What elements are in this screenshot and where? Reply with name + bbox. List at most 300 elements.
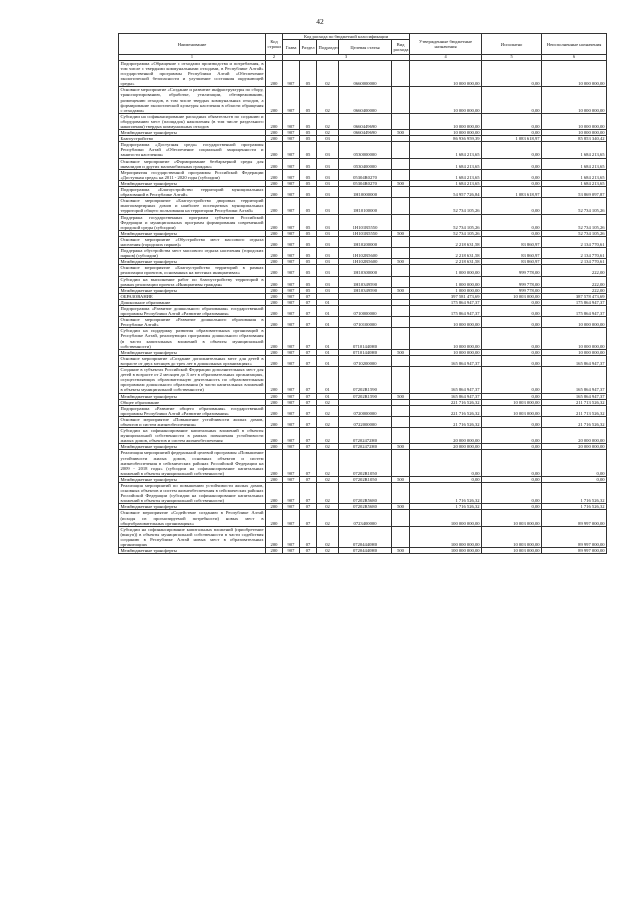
cell-utverzhdennye: 52 734 105,26: [410, 230, 482, 236]
cell-neispolnennye: 10 000 000,00: [542, 87, 607, 113]
cell-name: Подпрограмма «Благоустройство территорий муниципальных образований в Республике Алтай»: [120, 187, 264, 198]
cell-razdel: 07: [300, 367, 317, 393]
cell-glava: 907: [283, 113, 300, 129]
cell-kod-stroki: 200: [266, 265, 283, 276]
cell-name: Благоустройство: [119, 136, 266, 142]
cell-utverzhdennye: 1 684 213,65: [410, 169, 482, 180]
budget-table: [118, 33, 607, 554]
cell-tselevaya: 07204440Н0: [339, 548, 392, 554]
cell-vid: [392, 214, 410, 230]
cell-vid: [392, 236, 410, 247]
cell-utverzhdennye: 175 864 947,37: [410, 299, 482, 305]
cell-vid: 500: [392, 259, 410, 265]
cell-ispolneno: 0,00: [482, 416, 542, 427]
cell-podrazdel: 01: [317, 349, 339, 355]
cell-tselevaya: 0722000000: [339, 416, 392, 427]
cell-ispolneno: 0,00: [482, 476, 542, 482]
cell-podrazdel: 03: [317, 180, 339, 186]
cell-neispolnennye: 21 716 526,32: [542, 416, 607, 427]
cell-kod-stroki: 200: [266, 236, 283, 247]
header-name: Наименование: [119, 34, 266, 55]
cell-tselevaya: 0710200000: [339, 355, 392, 366]
cell-podrazdel: 02: [317, 548, 339, 554]
cell-vid: [392, 405, 410, 416]
cell-glava: 907: [283, 158, 300, 169]
cell-utverzhdennye: 2 218 631,58: [410, 259, 482, 265]
cell-name: Основное мероприятие «Развитие дошкольного образования в Республике Алтай»: [120, 317, 264, 328]
cell-name: Субсидии на софинансирование капитальных вложений (приобретение (выкуп)) в объекты муниципальной собственности в части содействия созданию в Республике Алтай новых мест в образовательных организациях: [120, 526, 264, 548]
cell-kod-stroki: 200: [266, 405, 283, 416]
cell-tselevaya: 07202R5680: [339, 483, 392, 504]
cell-ispolneno: 1 083 618,97: [482, 187, 542, 198]
cell-glava: 907: [283, 483, 300, 504]
cell-neispolnennye: 1 684 213,65: [542, 180, 607, 186]
cell-tselevaya: 1H10300000: [339, 265, 392, 276]
cell-razdel: 05: [300, 113, 317, 129]
cell-tselevaya: 0723400000: [339, 510, 392, 526]
cell-name: Основное мероприятие «Благоустройство дворовых территорий многоквартирных домов и наиболее посещаемых муниципальных территорий общего пользования на территории Республики Алтай»: [120, 198, 264, 214]
cell-utverzhdennye: 0,00: [410, 476, 482, 482]
cell-name: Межбюджетные трансферты: [119, 504, 266, 510]
cell-razdel: 07: [300, 548, 317, 554]
cell-neispolnennye: 53 869 097,87: [542, 187, 607, 198]
cell-vid: [392, 169, 410, 180]
cell-kod-stroki: 200: [266, 214, 283, 230]
cell-vid: [392, 306, 410, 317]
table-row: [119, 405, 607, 416]
cell-vid: [392, 355, 410, 366]
cell-utverzhdennye: 2 218 631,58: [410, 248, 482, 259]
cell-neispolnennye: 0,00: [542, 450, 607, 476]
cell-podrazdel: 03: [317, 158, 339, 169]
cell-utverzhdennye: 175 864 947,37: [410, 306, 482, 317]
table-row: [119, 317, 607, 328]
cell-razdel: 07: [300, 444, 317, 450]
cell-neispolnennye: 211 713 526,32: [542, 405, 607, 416]
cell-name: Основное мероприятие «Содействие созданию в Республике Алтай (исходя из прогнозируемой потребности) новых мест в общеобразовательных организациях»: [120, 510, 264, 526]
cell-glava: 907: [283, 214, 300, 230]
cell-ispolneno: 0,00: [482, 306, 542, 317]
cell-neispolnennye: 222,00: [542, 265, 607, 276]
cell-razdel: 07: [300, 393, 317, 399]
cell-name: Поддержка обустройства мест массового отдыха населения (городских парков) (субсидии): [120, 248, 264, 259]
cell-razdel: 07: [300, 405, 317, 416]
cell-razdel: 07: [300, 293, 317, 299]
cell-tselevaya: 0530400000: [339, 158, 392, 169]
cell-name: Основное мероприятие «Повышение устойчивости жилых домов, объектов и систем жизнеобеспечения»: [120, 416, 264, 427]
cell-name: Основное мероприятие «Формирование безбарьерной среды для инвалидов и других маломобильных граждан»: [120, 158, 264, 169]
cell-podrazdel: 03: [317, 214, 339, 230]
cell-neispolnennye: 10 000 000,00: [542, 113, 607, 129]
table-row: [119, 367, 607, 393]
cell-tselevaya: 07202R1050: [339, 476, 392, 482]
cell-vid: [392, 265, 410, 276]
cell-vid: [392, 428, 410, 444]
cell-glava: 907: [283, 276, 300, 287]
cell-razdel: 05: [300, 265, 317, 276]
cell-kod-stroki: 200: [266, 367, 283, 393]
cell-name: Создание в субъектах Российской Федерации дополнительных мест для детей в возрасте от 2 месяцев до 3 лет в образовательных организациях, осуществляющих образовательную деятельность по образовательным программам дошкольного образования (в части капитальных вложений в объекты муниципальной собственности): [120, 367, 264, 393]
cell-podrazdel: 03: [317, 248, 339, 259]
cell-razdel: 07: [300, 510, 317, 526]
cell-kod-stroki: 200: [266, 142, 283, 158]
table-row: [119, 526, 607, 547]
cell-vid: [392, 113, 410, 129]
cell-podrazdel: 03: [317, 230, 339, 236]
cell-podrazdel: 03: [317, 276, 339, 287]
cell-utverzhdennye: 221 716 526,32: [410, 405, 482, 416]
header-razdel: Раздел: [300, 40, 317, 55]
cell-vid: [392, 158, 410, 169]
cell-vid: [392, 87, 410, 113]
cell-neispolnennye: 52 734 105,26: [542, 214, 607, 230]
cell-utverzhdennye: 165 864 947,37: [410, 393, 482, 399]
table-row: [119, 328, 607, 349]
table-body: [119, 60, 607, 553]
table-header: [119, 34, 607, 61]
cell-razdel: 05: [300, 259, 317, 265]
cell-tselevaya: 1H101R5550: [339, 214, 392, 230]
cell-neispolnennye: 1 684 213,65: [542, 142, 607, 158]
cell-glava: 907: [283, 136, 300, 142]
cell-kod-stroki: 200: [266, 526, 283, 547]
cell-glava: 907: [283, 236, 300, 247]
cell-razdel: 07: [300, 349, 317, 355]
cell-utverzhdennye: 10 000 000,00: [410, 113, 482, 129]
cell-neispolnennye: 387 578 473,69: [542, 293, 607, 299]
cell-kod-stroki: 200: [266, 317, 283, 328]
col-number: 3: [283, 55, 410, 61]
cell-name: Субсидии на выполнение работ по благоустройству территорий в рамках реализации проекта «Инициативы граждан»: [120, 276, 264, 287]
cell-podrazdel: 03: [317, 287, 339, 293]
cell-utverzhdennye: 221 716 526,32: [410, 399, 482, 405]
cell-vid: 500: [392, 180, 410, 186]
cell-utverzhdennye: 10 000 000,00: [410, 60, 482, 86]
cell-glava: 907: [283, 393, 300, 399]
cell-razdel: 07: [300, 504, 317, 510]
cell-razdel: 05: [300, 214, 317, 230]
cell-ispolneno: 0,00: [482, 230, 542, 236]
cell-neispolnennye: 222,00: [542, 276, 607, 287]
cell-podrazdel: 02: [317, 476, 339, 482]
cell-ispolneno: 1 083 618,97: [482, 136, 542, 142]
cell-neispolnennye: 2 134 770,61: [542, 248, 607, 259]
cell-ispolneno: 0,00: [482, 130, 542, 136]
cell-kod-stroki: 200: [266, 180, 283, 186]
cell-razdel: 05: [300, 180, 317, 186]
cell-razdel: 05: [300, 287, 317, 293]
cell-vid: 500: [392, 548, 410, 554]
cell-neispolnennye: 10 000 000,00: [542, 328, 607, 349]
cell-neispolnennye: 85 853 340,42: [542, 136, 607, 142]
cell-ispolneno: 0,00: [482, 450, 542, 476]
cell-kod-stroki: 200: [266, 510, 283, 526]
cell-podrazdel: 01: [317, 317, 339, 328]
cell-ispolneno: 10 003 000,00: [482, 399, 542, 405]
cell-neispolnennye: 10 000 000,00: [542, 130, 607, 136]
cell-tselevaya: 07202472Н0: [339, 428, 392, 444]
cell-utverzhdennye: 10 000 000,00: [410, 328, 482, 349]
cell-name: ОБРАЗОВАНИЕ: [119, 293, 266, 299]
cell-podrazdel: 02: [317, 87, 339, 113]
table-row: [119, 355, 607, 366]
cell-podrazdel: 02: [317, 444, 339, 450]
cell-tselevaya: 0710000000: [339, 306, 392, 317]
cell-kod-stroki: 200: [266, 428, 283, 444]
cell-glava: 907: [283, 548, 300, 554]
cell-razdel: 07: [300, 328, 317, 349]
cell-neispolnennye: 10 000 000,00: [542, 60, 607, 86]
cell-utverzhdennye: 21 716 526,32: [410, 416, 482, 427]
table-row: [119, 60, 607, 86]
cell-glava: 907: [283, 355, 300, 366]
cell-podrazdel: 02: [317, 526, 339, 547]
cell-neispolnennye: 52 734 105,26: [542, 230, 607, 236]
cell-podrazdel: 02: [317, 405, 339, 416]
header-kod-stroki: Код строки: [266, 34, 283, 55]
cell-neispolnennye: 2 134 770,61: [542, 259, 607, 265]
cell-ispolneno: 0,00: [482, 198, 542, 214]
header-glava: Глава: [283, 40, 300, 55]
cell-podrazdel: 01: [317, 393, 339, 399]
cell-utverzhdennye: 100 000 000,00: [410, 548, 482, 554]
header-vid: Вид расхода: [392, 40, 410, 55]
col-number: 5: [482, 55, 542, 61]
cell-neispolnennye: 89 997 000,00: [542, 548, 607, 554]
cell-kod-stroki: 200: [266, 306, 283, 317]
cell-podrazdel: 01: [317, 355, 339, 366]
cell-kod-stroki: 200: [266, 169, 283, 180]
cell-tselevaya: 07202R1590: [339, 393, 392, 399]
cell-utverzhdennye: 20 000 000,00: [410, 428, 482, 444]
cell-podrazdel: 01: [317, 306, 339, 317]
cell-neispolnennye: 1 716 526,32: [542, 504, 607, 510]
cell-name: Подпрограмма «Развитие дошкольного образования» государственной программы Республики Алтай «Развитие образования»: [120, 306, 264, 317]
table-row: [119, 87, 607, 113]
table-row: [119, 113, 607, 129]
header-code-group: Код расхода по бюджетной классификации: [283, 34, 410, 40]
cell-vid: [392, 248, 410, 259]
cell-name: Дошкольное образование: [119, 299, 266, 305]
cell-utverzhdennye: 0,00: [410, 450, 482, 476]
cell-ispolneno: 0,00: [482, 393, 542, 399]
cell-name: Межбюджетные трансферты: [119, 393, 266, 399]
cell-tselevaya: 1H10200000: [339, 236, 392, 247]
cell-utverzhdennye: 10 000 000,00: [410, 87, 482, 113]
table-row: [119, 248, 607, 259]
cell-kod-stroki: 200: [266, 483, 283, 504]
cell-neispolnennye: 20 000 000,00: [542, 428, 607, 444]
cell-neispolnennye: 10 000 000,00: [542, 349, 607, 355]
cell-podrazdel: 02: [317, 504, 339, 510]
header-ispolneno: Исполнено: [482, 34, 542, 55]
cell-vid: [392, 317, 410, 328]
cell-glava: 907: [283, 169, 300, 180]
cell-tselevaya: 1H10349590: [339, 276, 392, 287]
cell-razdel: 07: [300, 306, 317, 317]
cell-vid: 500: [392, 287, 410, 293]
cell-name: Подпрограмма «Доступная среда» государственной программы Республики Алтай «Обеспечение социальной защищенности и занятости населения»: [120, 142, 264, 158]
cell-tselevaya: 1H101R5550: [339, 230, 392, 236]
cell-name: Межбюджетные трансферты: [119, 180, 266, 186]
cell-vid: 500: [392, 230, 410, 236]
cell-tselevaya: 07101440Н0: [339, 328, 392, 349]
cell-glava: 907: [283, 317, 300, 328]
cell-podrazdel: 02: [317, 399, 339, 405]
cell-glava: 907: [283, 306, 300, 317]
cell-name: Реализация мероприятий федеральной целевой программы «Повышение устойчивости жилых домов, основных объектов и систем жизнеобеспечения в сейсмических районах Российской Федерации на 2009 - 2018 годы» (субсидии на софинансирование капитальных вложений в объекты муниципальной собственности): [120, 450, 264, 476]
cell-ispolneno: 10 003 000,00: [482, 405, 542, 416]
cell-razdel: 07: [300, 355, 317, 366]
cell-vid: [392, 60, 410, 86]
cell-glava: 907: [283, 259, 300, 265]
cell-glava: 907: [283, 405, 300, 416]
cell-podrazdel: 02: [317, 510, 339, 526]
cell-tselevaya: 1H10349590: [339, 287, 392, 293]
cell-tselevaya: 0710100000: [339, 317, 392, 328]
cell-podrazdel: 03: [317, 187, 339, 198]
cell-tselevaya: 07202R1050: [339, 450, 392, 476]
cell-razdel: 05: [300, 198, 317, 214]
cell-name: Субсидии на поддержку развития образовательных организаций в Республике Алтай, реализующих программы дошкольного образования (в части капитальных вложений в объекты муниципальной собственности): [120, 328, 264, 349]
cell-glava: 907: [283, 444, 300, 450]
cell-tselevaya: 05304R0270: [339, 180, 392, 186]
cell-name: Межбюджетные трансферты: [119, 259, 266, 265]
cell-glava: 907: [283, 287, 300, 293]
cell-name: Основное мероприятие «Благоустройство территорий в рамках реализации проектов, основанных на местных инициативах»: [120, 265, 264, 276]
table-row: [119, 187, 607, 198]
cell-utverzhdennye: 165 864 947,37: [410, 355, 482, 366]
cell-kod-stroki: 200: [266, 248, 283, 259]
cell-utverzhdennye: 20 000 000,00: [410, 444, 482, 450]
cell-razdel: 05: [300, 236, 317, 247]
cell-utverzhdennye: 54 957 726,84: [410, 187, 482, 198]
cell-kod-stroki: 200: [266, 355, 283, 366]
cell-glava: 907: [283, 198, 300, 214]
cell-utverzhdennye: 397 581 473,69: [410, 293, 482, 299]
table-row: [119, 548, 607, 554]
cell-utverzhdennye: 1 000 000,00: [410, 265, 482, 276]
cell-podrazdel: 03: [317, 136, 339, 142]
header-neispolnennye: Неисполненные назначения: [542, 34, 607, 55]
cell-glava: 907: [283, 293, 300, 299]
cell-tselevaya: 1H102R5600: [339, 248, 392, 259]
cell-razdel: 05: [300, 130, 317, 136]
cell-tselevaya: 0720000000: [339, 405, 392, 416]
cell-kod-stroki: 200: [266, 276, 283, 287]
table-row: [119, 416, 607, 427]
cell-neispolnennye: 1 716 526,32: [542, 483, 607, 504]
cell-neispolnennye: 52 734 105,26: [542, 198, 607, 214]
cell-glava: 907: [283, 130, 300, 136]
cell-glava: 907: [283, 526, 300, 547]
cell-podrazdel: 01: [317, 299, 339, 305]
cell-razdel: 07: [300, 317, 317, 328]
cell-razdel: 07: [300, 416, 317, 427]
cell-glava: 907: [283, 87, 300, 113]
cell-glava: 907: [283, 367, 300, 393]
cell-ispolneno: 0,00: [482, 60, 542, 86]
cell-utverzhdennye: 1 684 213,65: [410, 142, 482, 158]
cell-glava: 907: [283, 180, 300, 186]
cell-vid: 500: [392, 130, 410, 136]
cell-name: Межбюджетные трансферты: [119, 476, 266, 482]
cell-kod-stroki: 200: [266, 158, 283, 169]
cell-razdel: 05: [300, 187, 317, 198]
table-row: [119, 158, 607, 169]
cell-utverzhdennye: 52 734 105,26: [410, 214, 482, 230]
cell-vid: 500: [392, 504, 410, 510]
col-number: 2: [266, 55, 283, 61]
table-row: [119, 142, 607, 158]
cell-tselevaya: 1H10100000: [339, 198, 392, 214]
cell-razdel: 05: [300, 158, 317, 169]
cell-glava: 907: [283, 248, 300, 259]
cell-ispolneno: 0,00: [482, 113, 542, 129]
cell-utverzhdennye: 1 684 213,65: [410, 158, 482, 169]
cell-ispolneno: 0,00: [482, 142, 542, 158]
cell-podrazdel: 03: [317, 259, 339, 265]
cell-podrazdel: 02: [317, 428, 339, 444]
cell-tselevaya: 1H102R5600: [339, 259, 392, 265]
cell-ispolneno: 10 003 000,00: [482, 548, 542, 554]
cell-glava: 907: [283, 450, 300, 476]
cell-name: Субсидии на софинансирование расходных обязательств по созданию и оборудованию мест (площадок) накопления (в том числе раздельного накопления) твердых коммунальных отходов: [120, 113, 264, 130]
cell-kod-stroki: 200: [266, 393, 283, 399]
cell-ispolneno: 0,00: [482, 180, 542, 186]
header-podrazdel: Подраздел: [317, 40, 339, 55]
cell-neispolnennye: 0,00: [542, 476, 607, 482]
cell-razdel: 05: [300, 87, 317, 113]
cell-podrazdel: 02: [317, 416, 339, 427]
cell-kod-stroki: 200: [266, 60, 283, 86]
cell-tselevaya: 0530000000: [339, 142, 392, 158]
cell-tselevaya: 0660000000: [339, 60, 392, 86]
cell-name: Подпрограмма «Обращение с отходами производства и потребления, в том числе с твердыми коммунальными отходами, в Республике Алтай» государственной программы Республики Алтай «Обеспечение экологической безопасности и улучшение состояния окружающей среды»: [120, 60, 264, 87]
cell-utverzhdennye: 165 864 947,37: [410, 367, 482, 393]
table-row: [119, 483, 607, 504]
cell-utverzhdennye: 52 734 105,26: [410, 198, 482, 214]
cell-tselevaya: 07202R5680: [339, 504, 392, 510]
cell-name: Межбюджетные трансферты: [119, 444, 266, 450]
cell-podrazdel: 03: [317, 265, 339, 276]
cell-name: Основное мероприятие «Создание и развитие инфраструктуры по сбору, транспортированию, обработке, утилизации, обезвреживанию, размещению отходов, в том числе твердых коммунальных отходов, а формирование экологической культуры населения в области обращения с отходами»: [120, 87, 264, 113]
cell-glava: 907: [283, 299, 300, 305]
cell-glava: 907: [283, 416, 300, 427]
cell-ispolneno: 10 003 000,00: [482, 510, 542, 526]
cell-ispolneno: 0,00: [482, 428, 542, 444]
cell-neispolnennye: 165 864 947,37: [542, 355, 607, 366]
cell-vid: [392, 142, 410, 158]
table-row: [119, 236, 607, 247]
cell-razdel: 07: [300, 299, 317, 305]
table-row: [119, 510, 607, 526]
cell-name: Мероприятия государственной программы Российской Федерации «Доступная среда» на 2011 - 2020 годы (субсидии): [120, 169, 264, 180]
table-row: [119, 214, 607, 230]
cell-kod-stroki: 200: [266, 548, 283, 554]
cell-kod-stroki: 200: [266, 328, 283, 349]
cell-kod-stroki: 200: [266, 416, 283, 427]
cell-razdel: 05: [300, 169, 317, 180]
cell-ispolneno: 0,00: [482, 169, 542, 180]
cell-razdel: 07: [300, 450, 317, 476]
cell-vid: [392, 276, 410, 287]
cell-podrazdel: 02: [317, 130, 339, 136]
cell-ispolneno: 0,00: [482, 444, 542, 450]
cell-tselevaya: 05304R0270: [339, 169, 392, 180]
cell-utverzhdennye: 1 716 526,32: [410, 504, 482, 510]
table-row: [119, 450, 607, 476]
